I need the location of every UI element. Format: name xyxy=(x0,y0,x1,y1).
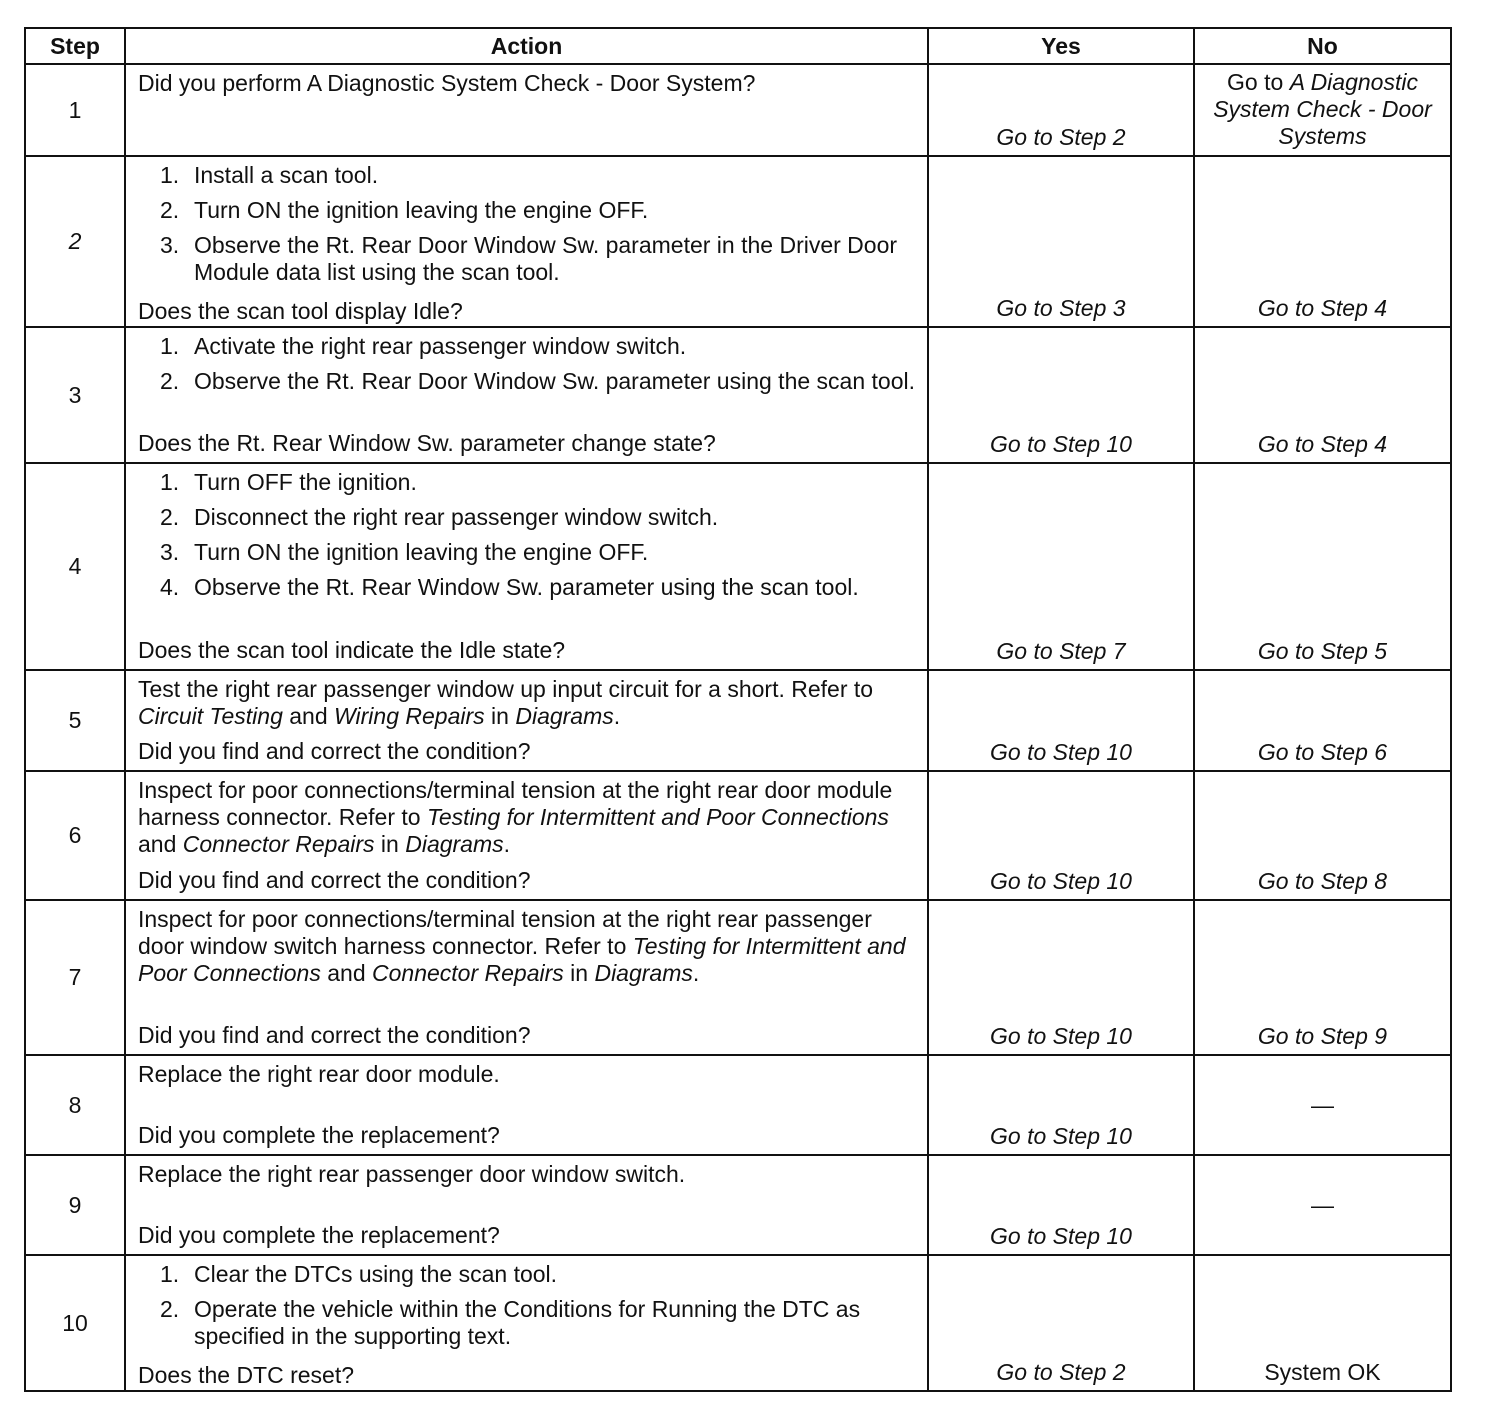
yes-cell xyxy=(928,1055,1194,1155)
yes-link[interactable]: Go to Step 2 xyxy=(996,1359,1126,1385)
no-cell xyxy=(1194,1055,1451,1155)
no-cell xyxy=(1194,64,1451,156)
procedure-item: 2. Turn ON the ignition leaving the engine OFF. xyxy=(160,197,649,223)
no-link[interactable]: Go to Step 8 xyxy=(1257,868,1388,894)
no-link[interactable]: Go to Step 4 xyxy=(1257,431,1388,457)
reference-title: Wiring Repairs xyxy=(334,703,485,729)
step-number: 10 xyxy=(25,1255,125,1391)
yes-link[interactable]: Go to Step 10 xyxy=(990,1123,1132,1149)
no-link[interactable]: Go to Step 9 xyxy=(1257,1023,1388,1049)
procedure-item: 2. Operate the vehicle within the Conditions for Running the DTC as specified in the supporting text. xyxy=(160,1296,861,1349)
no-cell xyxy=(1194,771,1451,900)
procedure-item: 1. Clear the DTCs using the scan tool. xyxy=(160,1261,558,1287)
no-cell xyxy=(1194,900,1451,1055)
procedure-item: 4. Observe the Rt. Rear Window Sw. parameter using the scan tool. xyxy=(160,574,859,600)
procedure-list xyxy=(138,162,915,286)
procedure-item: 3. Turn ON the ignition leaving the engine OFF. xyxy=(160,539,649,565)
reference-title: Diagrams xyxy=(515,703,614,729)
reference-title: Circuit Testing xyxy=(138,703,283,729)
step-number: 1 xyxy=(25,64,125,156)
no-cell xyxy=(1194,670,1451,771)
no-link[interactable]: Go to Step 5 xyxy=(1257,638,1388,664)
yes-cell xyxy=(928,1255,1194,1391)
no-dash: — xyxy=(1311,1191,1334,1218)
action-cell xyxy=(125,327,928,463)
procedure-item: 1. Install a scan tool. xyxy=(160,162,379,188)
procedure-item: 1. Turn OFF the ignition. xyxy=(160,469,417,495)
header-no: No xyxy=(1194,28,1451,64)
yes-cell xyxy=(928,1155,1194,1255)
table-row xyxy=(25,670,1451,771)
step-number: 6 xyxy=(25,771,125,900)
instruction-text: in xyxy=(484,703,516,729)
header-step: Step xyxy=(25,28,125,64)
no-cell xyxy=(1194,463,1451,670)
step-number: 3 xyxy=(25,327,125,463)
yes-link[interactable]: Go to Step 10 xyxy=(990,431,1132,457)
action-cell xyxy=(125,1155,928,1255)
action-instruction xyxy=(138,777,915,858)
table-row xyxy=(25,463,1451,670)
diagnostic-table xyxy=(24,27,1452,1392)
action-question: Did you complete the replacement? xyxy=(138,1122,500,1148)
yes-cell xyxy=(928,670,1194,771)
yes-cell xyxy=(928,156,1194,327)
action-question: Did you find and correct the condition? xyxy=(138,867,531,893)
action-instruction xyxy=(138,676,915,730)
action-question: Did you find and correct the condition? xyxy=(138,1022,531,1048)
table-row xyxy=(25,64,1451,156)
table-row xyxy=(25,1155,1451,1255)
header-action: Action xyxy=(125,28,928,64)
action-question: Does the scan tool display Idle? xyxy=(138,298,463,324)
table-row xyxy=(25,1255,1451,1391)
yes-cell xyxy=(928,327,1194,463)
step-number: 4 xyxy=(25,463,125,670)
instruction-text: in xyxy=(374,831,406,857)
instruction-text: . xyxy=(692,960,700,986)
table-row xyxy=(25,327,1451,463)
no-cell xyxy=(1194,1155,1451,1255)
table-row xyxy=(25,1055,1451,1155)
no-cell xyxy=(1194,156,1451,327)
procedure-item: 1. Activate the right rear passenger window switch. xyxy=(160,333,687,359)
procedure-list xyxy=(138,1261,915,1350)
action-cell xyxy=(125,771,928,900)
action-question: Does the Rt. Rear Window Sw. parameter change state? xyxy=(138,430,716,456)
yes-link[interactable]: Go to Step 10 xyxy=(990,1223,1132,1249)
step-number: 5 xyxy=(25,670,125,771)
no-link[interactable]: Go to A Diagnostic System Check - Door Systems xyxy=(1213,69,1432,149)
step-number: 9 xyxy=(25,1155,125,1255)
no-link[interactable]: Go to Step 6 xyxy=(1257,739,1388,765)
reference-title: Testing for Intermittent and Poor Connections xyxy=(426,804,889,830)
no-cell xyxy=(1194,1255,1451,1391)
action-question: Did you find and correct the condition? xyxy=(138,738,531,764)
table-row xyxy=(25,900,1451,1055)
procedure-item: 2. Disconnect the right rear passenger window switch. xyxy=(160,504,719,530)
instruction-text: and xyxy=(320,960,372,986)
action-instruction: Replace the right rear door module. xyxy=(138,1061,500,1087)
action-instruction: Replace the right rear passenger door window switch. xyxy=(138,1161,686,1187)
header-row xyxy=(25,28,1451,64)
action-instruction: Did you perform A Diagnostic System Check - Door System? xyxy=(138,70,756,96)
table-row xyxy=(25,771,1451,900)
step-number: 8 xyxy=(25,1055,125,1155)
yes-cell xyxy=(928,900,1194,1055)
yes-cell xyxy=(928,771,1194,900)
action-cell xyxy=(125,1055,928,1155)
instruction-text: . xyxy=(613,703,621,729)
action-cell xyxy=(125,900,928,1055)
action-cell xyxy=(125,1255,928,1391)
reference-title: Testing for Intermittent and Poor Connections xyxy=(138,933,906,986)
no-link[interactable]: Go to Step 4 xyxy=(1257,295,1388,321)
yes-link[interactable]: Go to Step 2 xyxy=(996,124,1126,150)
header-yes: Yes xyxy=(928,28,1194,64)
step-number: 2 xyxy=(25,156,125,327)
no-result: System OK xyxy=(1264,1359,1381,1385)
instruction-text: Inspect for poor connections/terminal tension at the right rear passenger door window switch harness connector. Refer to xyxy=(138,906,872,959)
reference-title: Connector Repairs xyxy=(372,960,564,986)
action-question: Does the scan tool indicate the Idle state? xyxy=(138,637,566,663)
action-cell xyxy=(125,463,928,670)
yes-link[interactable]: Go to Step 3 xyxy=(996,295,1126,321)
instruction-text: and xyxy=(138,831,183,857)
procedure-item: 2. Observe the Rt. Rear Door Window Sw. parameter using the scan tool. xyxy=(160,368,915,394)
instruction-text: and xyxy=(282,703,335,729)
yes-link[interactable]: Go to Step 10 xyxy=(990,1023,1132,1049)
procedure-item: 3. Observe the Rt. Rear Door Window Sw. parameter in the Driver Door Module data list using the scan tool. xyxy=(160,232,898,285)
yes-link[interactable]: Go to Step 10 xyxy=(990,739,1132,765)
instruction-text: Inspect for poor connections/terminal tension at the right rear door module harness connector. Refer to xyxy=(138,777,893,830)
action-question: Does the DTC reset? xyxy=(138,1362,355,1388)
action-question: Did you complete the replacement? xyxy=(138,1222,500,1248)
no-dash: — xyxy=(1311,1091,1334,1118)
table-row xyxy=(25,156,1451,327)
yes-cell xyxy=(928,64,1194,156)
step-number: 7 xyxy=(25,900,125,1055)
instruction-text: in xyxy=(563,960,595,986)
instruction-text: . xyxy=(503,831,511,857)
action-cell xyxy=(125,156,928,327)
instruction-text: Test the right rear passenger window up input circuit for a short. Refer to xyxy=(138,676,874,702)
action-instruction xyxy=(138,906,915,987)
reference-title: Connector Repairs xyxy=(182,831,375,857)
procedure-list xyxy=(138,469,915,601)
yes-link[interactable]: Go to Step 10 xyxy=(990,868,1132,894)
reference-title: Diagrams xyxy=(405,831,504,857)
action-cell xyxy=(125,64,928,156)
procedure-list xyxy=(138,333,915,395)
action-cell xyxy=(125,670,928,771)
yes-link[interactable]: Go to Step 7 xyxy=(996,638,1126,664)
reference-title: Diagrams xyxy=(594,960,693,986)
yes-cell xyxy=(928,463,1194,670)
no-cell xyxy=(1194,327,1451,463)
